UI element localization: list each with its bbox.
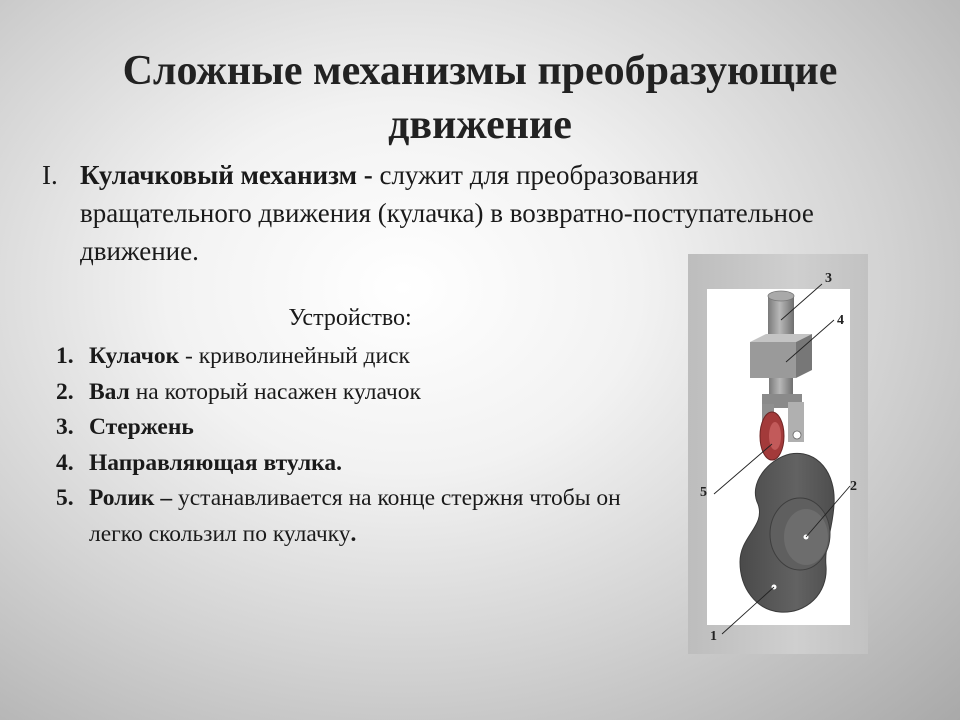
item-term: Ролик – <box>89 485 173 511</box>
item-term: Вал <box>89 378 130 405</box>
figure-label-4: 4 <box>837 313 844 328</box>
list-item <box>56 339 676 375</box>
figure-label-5: 5 <box>700 485 707 500</box>
figure-label-2: 2 <box>850 479 857 494</box>
item-number: 2. <box>56 378 74 405</box>
intro-term: Кулачковый механизм - <box>80 160 373 190</box>
list-item <box>56 375 676 411</box>
list-item <box>56 446 676 482</box>
item-number: 4. <box>56 449 74 476</box>
list-item <box>56 481 676 552</box>
cam-mechanism-illustration <box>688 254 868 654</box>
item-number: 1. <box>56 343 74 369</box>
device-heading: Устройство: <box>288 305 412 331</box>
item-text: устанавливается на конце стержня чтобы он легко скользил по кулачку <box>89 485 621 547</box>
item-end-mark: . <box>350 520 357 547</box>
figure-label-1: 1 <box>710 629 717 644</box>
slide-title: Сложные механизмы преобразующие движение <box>122 48 838 148</box>
item-text: на который насажен кулачок <box>129 378 421 405</box>
item-term: Направляющая втулка. <box>89 449 342 476</box>
intro-text: служит для преобразования вращательного движения (кулачка) в возвратно-поступательное движение. <box>80 160 814 266</box>
intro-paragraph <box>42 156 842 270</box>
rod <box>768 291 794 340</box>
item-number: 3. <box>56 414 74 440</box>
list-item <box>56 410 676 446</box>
roller <box>760 412 784 460</box>
item-text: - криволинейный диск <box>179 343 410 369</box>
item-number: 5. <box>56 485 74 511</box>
intro-number: I. <box>42 160 58 190</box>
rod-lower <box>769 378 793 394</box>
device-list <box>56 339 676 552</box>
figure-label-3: 3 <box>825 271 832 286</box>
cam-disc <box>740 453 834 612</box>
item-term: Стержень <box>89 414 194 440</box>
guide-sleeve <box>750 334 812 378</box>
item-term: Кулачок <box>89 343 180 369</box>
